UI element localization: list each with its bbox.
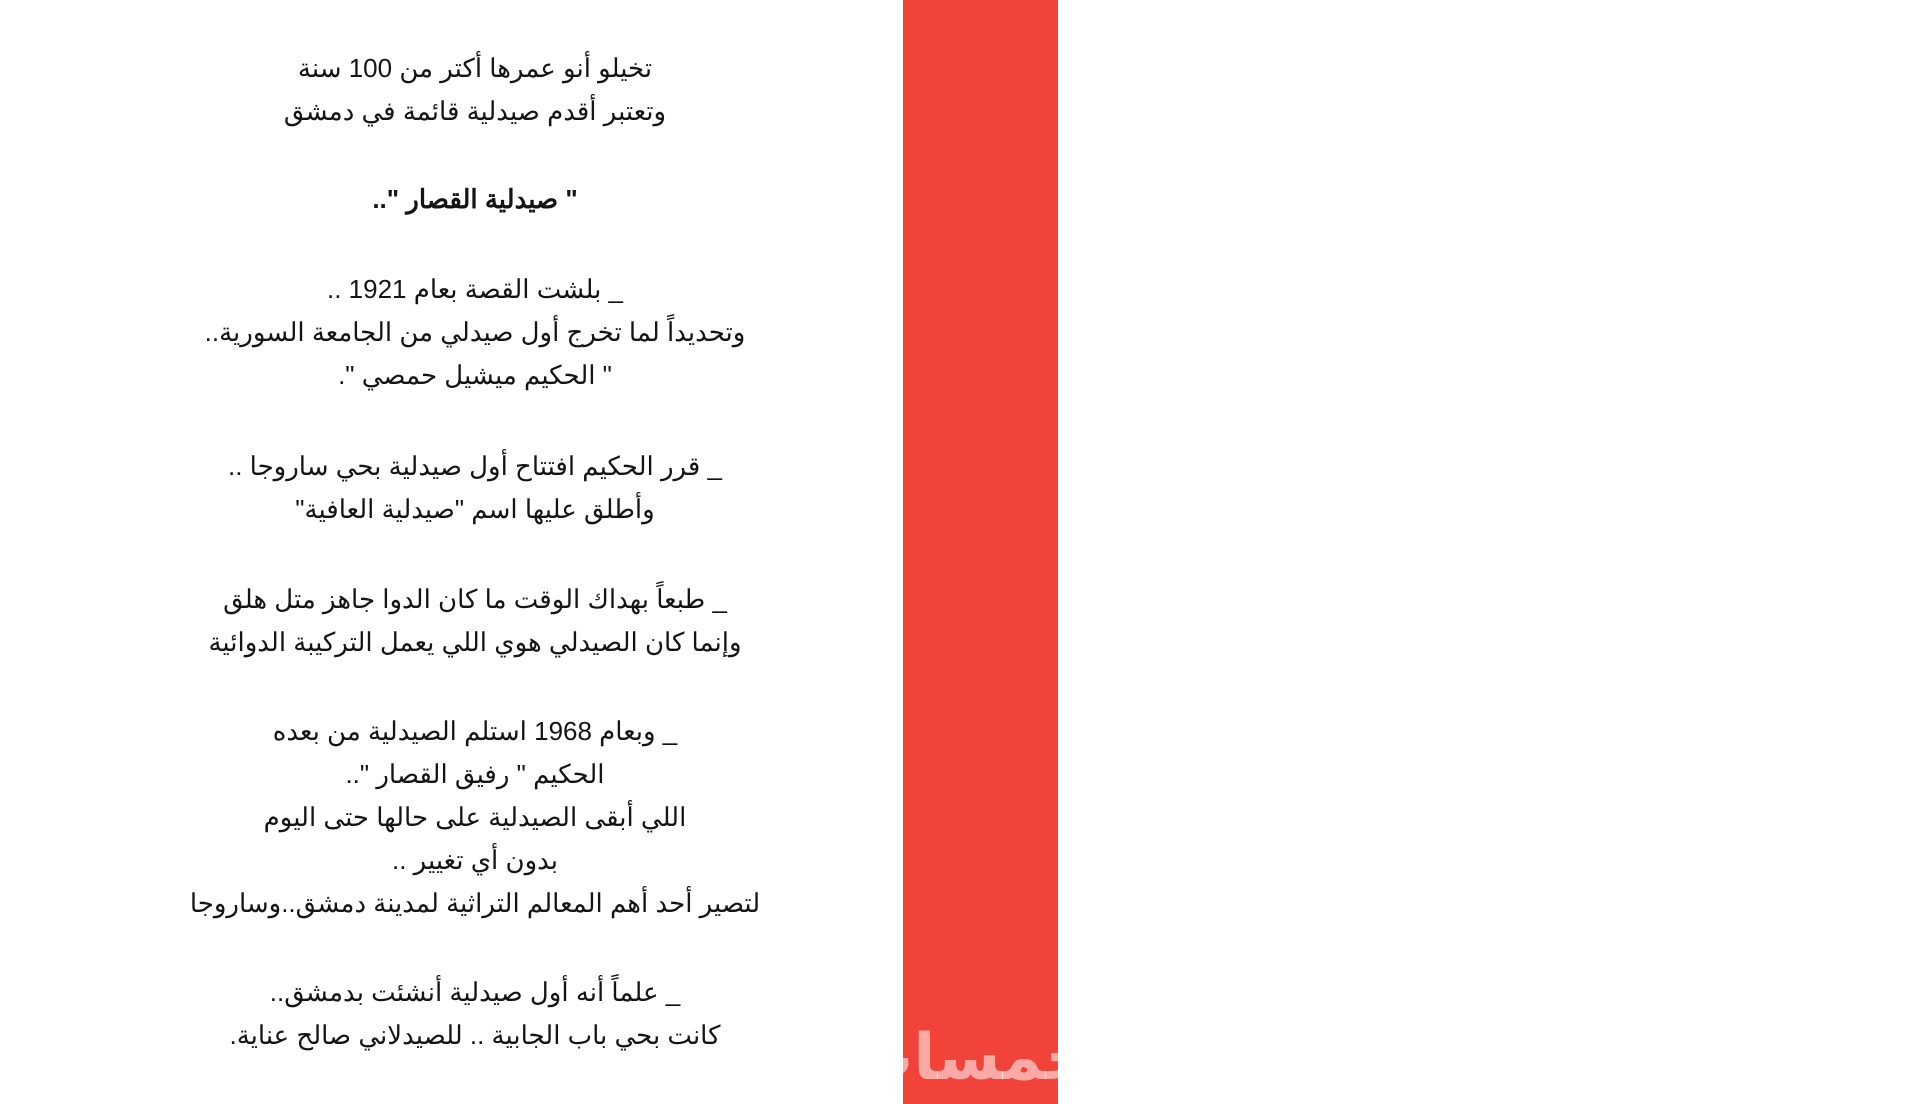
left-line: تخيلو أنو عمرها أكتر من 100 سنة bbox=[297, 53, 653, 83]
left-line: الحكيم " رفيق القصار ".. bbox=[345, 759, 605, 789]
left-line: لتصير أحد أهم المعالم التراثية لمدينة دمشق..وساروجا bbox=[189, 888, 761, 918]
left-line: وإنما كان الصيدلي هوي اللي يعمل التركيبة الدوائية bbox=[208, 627, 742, 657]
left-line: _ بلشت القصة بعام 1921 .. bbox=[326, 274, 624, 304]
left-line: _ طبعاً بهداك الوقت ما كان الدوا جاهز متل هلق bbox=[223, 584, 727, 614]
left-line: وأطلق عليها اسم "صيدلية العافية" bbox=[295, 494, 655, 524]
left-line: وتحديداً لما تخرج أول صيدلي من الجامعة السورية.. bbox=[204, 317, 746, 347]
left-line: وتعتبر أقدم صيدلية قائمة في دمشق bbox=[283, 96, 667, 126]
red-center-stripe bbox=[903, 0, 1058, 1104]
left-line: _ وبعام 1968 استلم الصيدلية من بعده bbox=[272, 716, 678, 746]
left-heading-pharmacy-name: " صيدلية القصار ".. bbox=[372, 184, 578, 214]
left-line: _ علماً أنه أول صيدلية أنشئت بدمشق.. bbox=[269, 977, 681, 1007]
left-line: اللي أبقى الصيدلية على حالها حتى اليوم bbox=[263, 802, 687, 832]
left-line: _ قرر الحكيم افتتاح أول صيدلية بحي ساروجا .. bbox=[228, 451, 722, 481]
left-line: " الحكيم ميشيل حمصي ". bbox=[338, 360, 612, 390]
left-line: بدون أي تغيير .. bbox=[391, 845, 559, 875]
left-line: كانت بحي باب الجابية .. للصيدلاني صالح عناية. bbox=[229, 1020, 721, 1050]
khamsat-watermark-logo: خمسات bbox=[849, 1021, 1092, 1095]
